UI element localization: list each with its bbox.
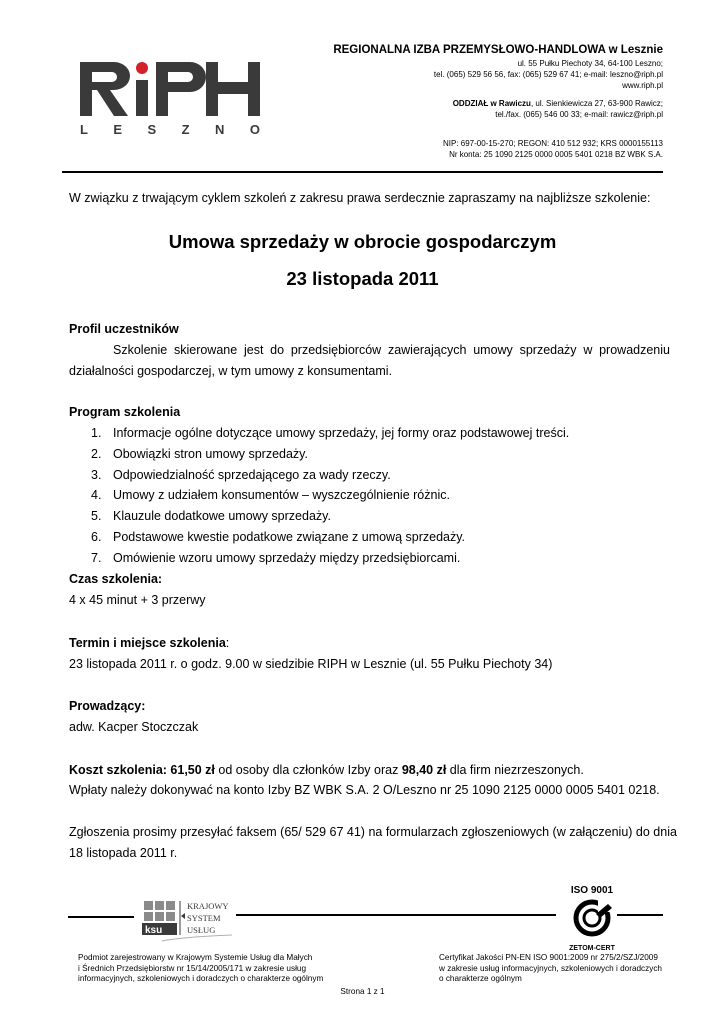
iso-9001-logo	[556, 884, 628, 954]
list-item: 4. Umowy z udziałem konsumentów – wyszczególnienie różnic.	[91, 488, 450, 503]
venue-value: 23 listopada 2011 r. o godz. 9.00 w siedzibie RIPH w Lesznie (ul. 55 Pułku Piechoty 34)	[69, 657, 553, 671]
list-item: 1. Informacje ogólne dotyczące umowy sprzedaży, jej formy oraz podstawowej treści.	[91, 426, 570, 440]
profile-line-2: działalności gospodarczej, w tym umowy z konsumentami.	[69, 364, 393, 378]
riph-logo	[78, 58, 268, 138]
list-item: 5. Klauzule dodatkowe umowy sprzedaży.	[91, 509, 331, 524]
profile-heading: Profil uczestników	[69, 322, 179, 336]
org-website: www.riph.pl	[622, 81, 663, 90]
riph-logo-subtext	[80, 122, 260, 137]
list-item: 2. Obowiązki stron umowy sprzedaży.	[91, 446, 308, 461]
branch-line-2: tel./fax. (065) 546 00 33; e-mail: rawicz@riph.pl	[495, 110, 663, 119]
profile-line-1: Szkolenie skierowane jest do przedsiębiorców zawierających umowy sprzedaży w prowadzeniu	[113, 343, 670, 357]
trainer-heading: Prowadzący:	[69, 699, 146, 713]
training-title: Umowa sprzedaży w obrocie gospodarczym	[168, 231, 557, 252]
cost-line: Koszt szkolenia: 61,50 zł od osoby dla członków Izby oraz 98,40 zł dla firm niezrzeszonych.	[69, 763, 584, 777]
list-item: 3. Odpowiedzialność sprzedającego za wady rzeczy.	[91, 467, 391, 482]
application-line-2: 18 listopada 2011 r.	[69, 846, 178, 860]
trainer-value: adw. Kacper Stoczczak	[69, 720, 199, 734]
svg-text:LESZNO: LESZNO	[80, 122, 260, 137]
application-line-1: Zgłoszenia prosimy przesyłać faksem (65/ 529 67 41) na formularzach zgłoszeniowych (w załączeniu) do dnia	[69, 825, 677, 839]
riph-logo-red-dot	[136, 62, 148, 74]
list-item: 6. Podstawowe kwestie podatkowe związane z umową sprzedaży.	[91, 529, 466, 544]
org-name: REGIONALNA IZBA PRZEMYSŁOWO-HANDLOWA w Lesznie	[333, 44, 663, 56]
list-item: 7. Omówienie wzoru umowy sprzedaży między przedsiębiorcami.	[91, 550, 461, 565]
payment-info: Wpłaty należy dokonywać na konto Izby BZ WBK S.A. 2 O/Leszno nr 25 1090 2125 0000 0005 5401 0218.	[69, 783, 660, 797]
footer-divider-left	[68, 916, 134, 918]
program-list	[91, 423, 569, 569]
footer-divider-middle	[236, 914, 556, 916]
org-address-line: ul. 55 Pułku Piechoty 34, 64-100 Leszno;	[517, 59, 663, 68]
svg-text:KRAJOWY: KRAJOWY	[187, 901, 229, 911]
branch-address-text: , ul. Sienkiewicza 27, 63-900 Rawicz;	[530, 99, 663, 108]
svg-text:ISO 9001: ISO 9001	[570, 885, 614, 896]
riph-logo-letters	[80, 62, 260, 116]
header-divider	[62, 171, 663, 173]
svg-text:ksu: ksu	[145, 925, 163, 936]
svg-text:SYSTEM: SYSTEM	[187, 913, 221, 923]
duration-value: 4 x 45 minut + 3 przerwy	[69, 593, 206, 607]
duration-heading: Czas szkolenia:	[69, 572, 163, 586]
ksu-registration-note: Podmiot zarejestrowany w Krajowym Systemie Usług dla Małych i Średnich Przedsiębiorstw nr 15/14/2005/171 w zakresie usług informacyjnych, szkoleniowych i doradczych o charakterze ogólnym	[78, 953, 324, 983]
program-heading: Program szkolenia	[69, 405, 181, 419]
price-others: 98,40 zł	[401, 763, 447, 777]
nip-line: NIP: 697-00-15-270; REGON: 410 512 932; KRS 0000155113	[443, 139, 663, 148]
venue-heading: Termin i miejsce szkolenia:	[69, 636, 230, 650]
org-address	[434, 58, 663, 91]
intro-text: W związku z trwającym cyklem szkoleń z zakresu prawa serdecznie zapraszamy na najbliższe szkolenie:	[69, 191, 651, 205]
account-line: Nr konta: 25 1090 2125 0000 0005 5401 0218 BZ WBK S.A.	[449, 150, 663, 159]
svg-text:USŁUG: USŁUG	[187, 925, 216, 935]
branch-address	[453, 98, 663, 120]
iso-certificate-note: Certyfikat Jakości PN-EN ISO 9001:2009 nr 275/2/SZJ/2009 w zakresie usług informacyjnych, szkoleniowych i doradczych o charakterze ogólnym	[439, 953, 662, 983]
profile-text	[69, 340, 670, 382]
branch-label: ODDZIAŁ w Rawiczu	[452, 99, 531, 108]
training-date: 23 listopada 2011	[286, 268, 439, 289]
price-members: 61,50 zł	[170, 763, 215, 777]
svg-text:ZETOM-CERT: ZETOM-CERT	[569, 945, 615, 952]
cost-heading: Koszt szkolenia:	[69, 763, 167, 777]
org-contact-line: tel. (065) 529 56 56, fax: (065) 529 67 41; e-mail: leszno@riph.pl	[433, 70, 663, 79]
ksu-logo	[142, 899, 242, 945]
branch-line-1	[453, 98, 663, 109]
registration-info	[443, 138, 663, 160]
page-number: Strona 1 z 1	[340, 987, 385, 996]
